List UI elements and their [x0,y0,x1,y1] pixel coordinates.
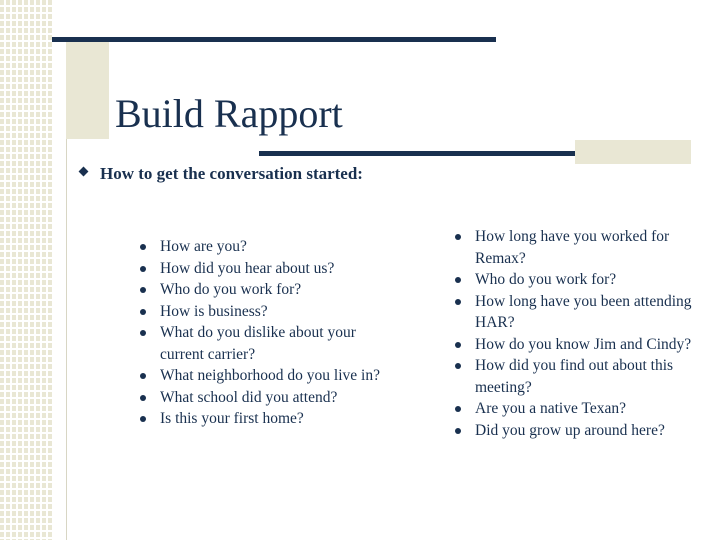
list-item [140,408,390,430]
list-item [455,291,695,334]
question-text: What do you dislike about your current carrier? [160,324,356,363]
question-text: Who do you work for? [475,271,617,288]
round-bullet-icon [455,406,461,412]
round-bullet-icon [140,373,146,379]
round-bullet-icon [455,428,461,434]
list-item [140,279,390,301]
round-bullet-icon [140,266,146,272]
list-item [140,236,390,258]
round-bullet-icon [455,363,461,369]
question-text: How is business? [160,302,268,320]
list-item [140,322,390,365]
list-item [140,365,390,387]
round-bullet-icon [455,299,461,305]
round-bullet-icon [140,395,146,401]
underline-accent-block [575,140,691,164]
decorative-stripe-panel [0,0,52,540]
question-text: Who do you work for? [160,281,302,298]
main-bullet-text: How to get the conversation started: [100,164,363,183]
list-item [455,420,695,442]
question-text: How did you find out about this meeting? [475,357,674,396]
round-bullet-icon [455,342,461,348]
question-text: How do you know Jim and Cindy? [475,335,692,353]
round-bullet-icon [140,309,146,315]
question-text: Is this your first home? [160,410,304,427]
top-rule [52,37,496,42]
list-item [140,387,390,409]
round-bullet-icon [455,277,461,283]
question-text: What neighborhood do you live in? [160,367,380,384]
question-text: Did you grow up around here? [475,421,665,439]
question-text: How are you? [160,238,247,255]
left-guide-line [66,139,67,540]
right-question-list [455,226,695,441]
question-text: What school did you attend? [160,388,338,406]
list-item [455,269,695,291]
list-item [140,301,390,323]
round-bullet-icon [140,244,146,250]
question-text: How long have you been attending HAR? [475,292,692,331]
diamond-bullet-icon [79,167,89,177]
question-text: Are you a native Texan? [475,400,626,417]
round-bullet-icon [140,287,146,293]
title-accent-block [66,37,109,139]
round-bullet-icon [455,234,461,240]
list-item [140,258,390,280]
round-bullet-icon [140,330,146,336]
list-item [455,355,695,398]
left-question-list [140,236,390,430]
slide-title: Build Rapport [115,91,343,136]
list-item [455,398,695,420]
round-bullet-icon [140,416,146,422]
question-text: How long have you worked for Remax? [475,228,670,267]
list-item [455,226,695,269]
question-text: How did you hear about us? [160,259,335,277]
list-item [455,334,695,356]
